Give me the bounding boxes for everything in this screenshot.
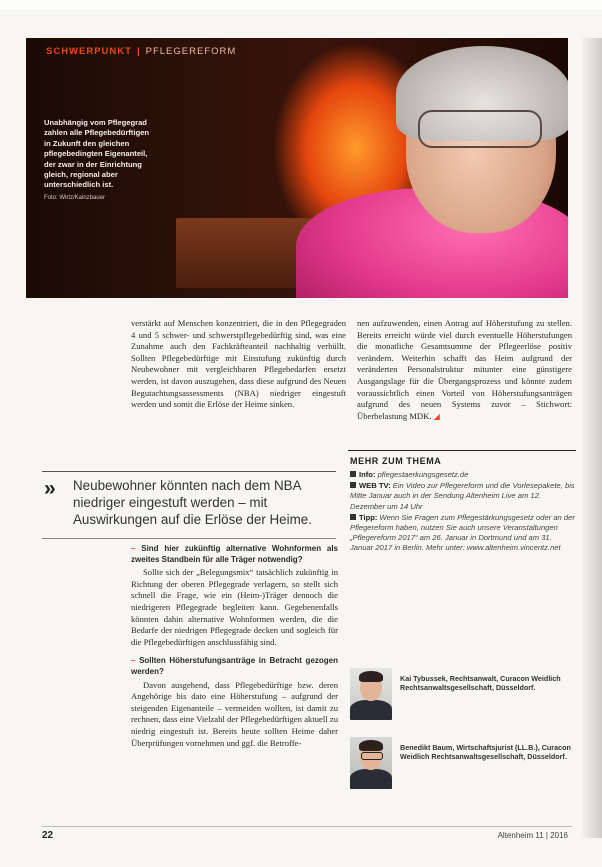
sidebar-item-label: Tipp: (359, 512, 378, 522)
article-end-icon: ◢ (433, 411, 440, 421)
footer-rule (42, 826, 572, 827)
woman-glasses (418, 110, 542, 148)
sidebar-rule (348, 450, 576, 451)
sidebar-item-text: Wenn Sie Fragen zum Pflegestärkungsgesetz oder an der Pflegereform haben, nutzen Sie auch unsere Veranstaltungen „Pflegereform 2017“ am 26. Januar in Dortmund und am 31. Januar 2017 in Berlin. Mehr unter: www.altenheim.vincentz.net (350, 512, 575, 553)
body-column-right-text: nen aufzuwenden, einen Antrag auf Höherstufung zu stellen. Bereits erreicht würde viel durch eventuelle Höherstufungen die monatliche Gesamtsumme der Pflegeerlöse positiv verändern. Weiterhin schafft das Heim aufgrund der veränderten Personalstruktur mitunter eine günstigere Ausgangslage für die Übergangsprozess und könnte zudem voraussichtlich einen Vorteil von Höherstufungsanträgen aufgrund des neuen Systems zuvor – Stichwort: Überbelastung MDK. (357, 318, 572, 421)
sidebar-item-tipp (350, 513, 576, 554)
body-column-left-top: verstärkt auf Menschen konzentriert, die in den Pflegegraden 4 und 5 schwer- und schwerstpflegebedürftig sind, was eine Zunahme auch den Fachkräfteanteil nachhaltig verhüllt. Sollten Pflegebedürftige mit Einstufung zukünftig durch Neubewohner mit vergleichbaren Pflegebedarfen ersetzt werden, ist davon auszugehen, dass diese aufgrund des Neuen Begutachtungsassessments (NBA) niedriger eingestuft werden und somit die Erlöse der Heime sinken. (131, 318, 346, 410)
question-2: – Sollten Höherstufungsanträge in Betracht gezogen werden? (131, 656, 339, 676)
sidebar-item-info (350, 470, 576, 480)
author-card (350, 668, 576, 720)
pull-quote-rule-top (42, 471, 336, 472)
section-topic: PFLEGEREFORM (145, 46, 237, 57)
sidebar-title: MEHR ZUM THEMA (350, 456, 442, 466)
sidebar-list (350, 470, 576, 555)
answer-1: Sollte sich der „Belegungsmix“ tatsächlich zukünftig in Richtung der oberen Pflegegrade verlagern, so stellt sich schnell die Frage, wie ein (Heim-)Träger dennoch die niedrigeren Pflegegrade begleiten kann. Gegebenenfalls könnten dahin alternative Wohnformen werden, die die Bedarfe der niedrigen Pflegegrade decken und sogleich für die Pflegebedürftigen anschlussfähig sind. (131, 567, 338, 647)
hero-photo (26, 38, 568, 298)
photo-caption (44, 118, 152, 203)
author-card (350, 737, 576, 789)
author-portrait (350, 737, 392, 789)
pull-quote-rule-bottom (42, 538, 336, 539)
author-bio: Kai Tybussek, Rechtsanwalt, Curacon Weidlich Rechtsanwaltsgesellschaft, Düsseldorf. (400, 674, 561, 693)
photo-caption-text: Unabhängig vom Pflegegrad zahlen alle Pflegebedürftigen in Zukunft den gleichen pflegebedingten Eigenanteil, der zwar in der Einrichtung gleich, regional aber unterschiedlich ist. (44, 118, 150, 190)
qa-column (131, 544, 338, 757)
author-portrait (350, 668, 392, 720)
sidebar-item-webtv (350, 481, 576, 512)
sidebar-item-label: WEB TV: (359, 481, 391, 491)
sidebar-item-text: Ein Video zur Pflegereform und die Vorlesepakete, bis Mitte Januar auch in der Sendung Altenheim Live am 12. Dezember um 14 Uhr (350, 481, 575, 511)
question-2-text: Sollten Höherstufungsanträge in Betracht gezogen werden? (131, 656, 339, 676)
issue-label: Altenheim 11 | 2016 (497, 831, 568, 840)
page-number: 22 (42, 830, 54, 841)
bullet-square-icon (350, 482, 356, 488)
bullet-square-icon (350, 471, 356, 477)
body-column-right-top (357, 318, 572, 422)
photo-credit: Foto: Wirtz/Kainzbauer (44, 194, 106, 201)
pull-quote: Neubewohner könnten nach dem NBA niedriger eingestuft werden – mit Auswirkungen auf die Erlöse der Heime. (73, 478, 312, 527)
question-1-text: Sind hier zukünftig alternative Wohnformen als zweites Standbein für alle Träger notwendig? (131, 544, 339, 564)
section-label (46, 46, 236, 57)
page-fold-shadow (582, 38, 602, 838)
answer-2: Davon ausgehend, dass Pflegebedürftige bzw. deren Angehörige bis dato eine Höherstufung – aufgrund der steigenden Eigenanteile – vermeiden wollten, ist damit zu rechnen, dass eine Vielzahl der Pflegebedürftigen aktuell zu niedrig eingestuft ist. Bereits heute sollten Heime daher Überprüfungen vornehmen und ggf. die Betroffe- (131, 679, 338, 748)
section-kicker: SCHWERPUNKT (46, 46, 132, 57)
scan-edge (0, 0, 602, 10)
sidebar-item-text[interactable]: pflegestaerkungsgesetz.de (377, 470, 469, 479)
sidebar-item-label: Info: (359, 470, 376, 479)
author-bio: Benedikt Baum, Wirtschaftsjurist (LL.B.), Curacon Weidlich Rechtsanwaltsgesellschaft, Düsseldorf. (400, 743, 571, 762)
question-1: – Sind hier zukünftig alternative Wohnformen als zweites Standbein für alle Träger notwendig? (131, 544, 339, 564)
quote-arrows-icon: » (44, 477, 56, 500)
bullet-square-icon (350, 514, 356, 520)
section-separator: | (136, 46, 141, 57)
